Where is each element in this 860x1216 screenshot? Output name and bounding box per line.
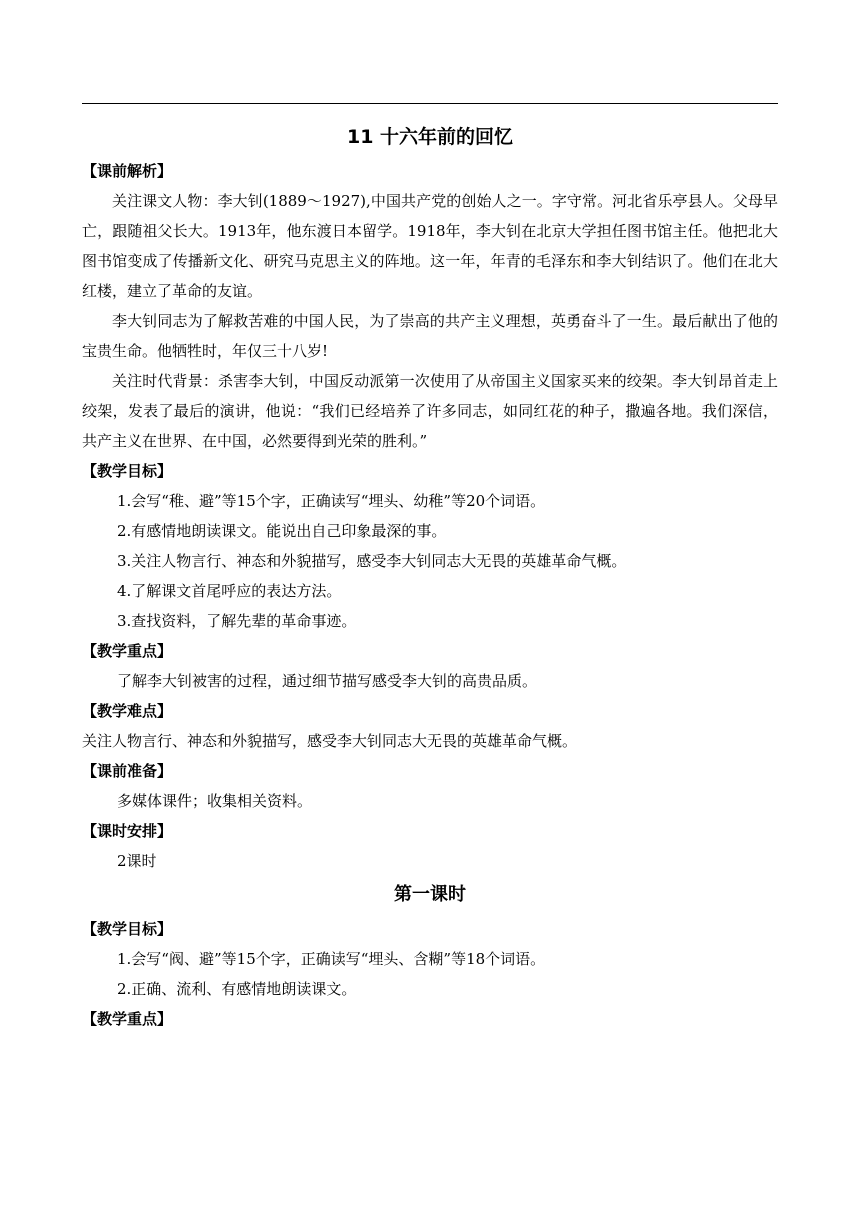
header-rule — [82, 103, 778, 104]
section-heading-schedule: 【课时安排】 — [82, 822, 173, 840]
difficulty-text: 关注人物言行、神态和外貌描写，感受李大钊同志大无畏的英雄革命气概。 — [82, 732, 578, 750]
lesson-one-title: 第一课时 — [394, 884, 466, 905]
section-heading-preparation: 【课前准备】 — [82, 762, 173, 780]
goal-item-1: 1.会写“稚、避”等15个字，正确读写“埋头、幼稚”等20个词语。 — [117, 492, 546, 510]
schedule-text: 2课时 — [117, 852, 157, 870]
key-point-text: 了解李大钊被害的过程，通过细节描写感受李大钊的高贵品质。 — [117, 672, 538, 690]
document-body — [82, 118, 778, 1034]
lesson-one-goal-2: 2.正确、流利、有感情地朗读课文。 — [117, 980, 357, 998]
goal-item-5: 3.查找资料，了解先辈的革命事迹。 — [117, 612, 357, 630]
section-heading-preview: 【课前解析】 — [82, 162, 173, 180]
goal-item-3: 3.关注人物言行、神态和外貌描写，感受李大钊同志大无畏的英雄革命气概。 — [117, 552, 627, 570]
lesson-one-heading-goals: 【教学目标】 — [82, 920, 173, 938]
section-heading-key-points: 【教学重点】 — [82, 642, 173, 660]
lesson-one-goal-1: 1.会写“阀、避”等15个字，正确读写“埋头、含糊”等18个词语。 — [117, 950, 546, 968]
paragraph-background: 关注时代背景：杀害李大钊，中国反动派第一次使用了从帝国主义国家买来的绞架。李大钊昂首走上绞架，发表了最后的演讲，他说：“我们已经培养了许多同志，如同红花的种子，撒遍各地。我们深信，共产主义在世界、在中国，必然要得到光荣的胜利。” — [82, 372, 778, 450]
document-title: 11 十六年前的回忆 — [346, 126, 514, 148]
preparation-text: 多媒体课件；收集相关资料。 — [117, 792, 313, 810]
paragraph-sacrifice: 李大钊同志为了解救苦难的中国人民，为了崇高的共产主义理想，英勇奋斗了一生。最后献出了他的宝贵生命。他牺牲时，年仅三十八岁! — [82, 312, 778, 360]
lesson-one-heading-key-points: 【教学重点】 — [82, 1010, 173, 1028]
goal-item-4: 4.了解课文首尾呼应的表达方法。 — [117, 582, 342, 600]
goal-item-2: 2.有感情地朗读课文。能说出自己印象最深的事。 — [117, 522, 447, 540]
paragraph-character: 关注课文人物：李大钊(1889～1927),中国共产党的创始人之一。字守常。河北省乐亭县人。父母早亡，跟随祖父长大。1913年，他东渡日本留学。1918年，李大钊在北京大学担任图书馆主任。他把北大图书馆变成了传播新文化、研究马克思主义的阵地。这一年，年青的毛泽东和李大钊结识了。他们在北大红楼，建立了革命的友谊。 — [82, 192, 778, 300]
section-heading-goals: 【教学目标】 — [82, 462, 173, 480]
section-heading-difficulties: 【教学难点】 — [82, 702, 173, 720]
